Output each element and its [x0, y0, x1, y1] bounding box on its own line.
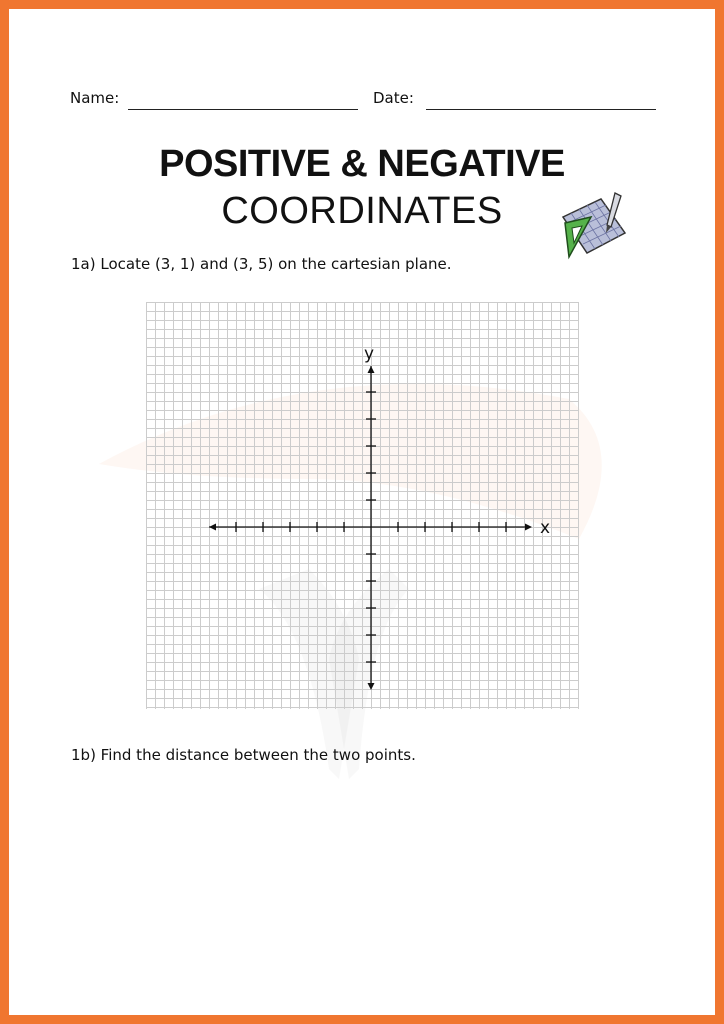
question-1b: 1b) Find the distance between the two points. [71, 746, 416, 764]
date-field[interactable] [426, 109, 656, 110]
question-1a: 1a) Locate (3, 1) and (3, 5) on the cartesian plane. [71, 255, 452, 273]
name-field[interactable] [128, 109, 358, 110]
x-axis-right-arrow [525, 524, 532, 531]
cartesian-plane[interactable] [146, 302, 579, 709]
grid-svg [146, 302, 579, 709]
x-axis-left-arrow [209, 524, 216, 531]
title-line-2: COORDINATES [221, 190, 503, 232]
y-axis-top-arrow [368, 366, 375, 373]
name-label: Name: [70, 89, 120, 107]
title-line-1: POSITIVE & NEGATIVE [159, 143, 565, 185]
date-label: Date: [373, 89, 414, 107]
name-date-row [70, 89, 654, 113]
y-axis-bottom-arrow [368, 683, 375, 690]
y-axis-label: y [364, 344, 375, 364]
x-axis-label: x [540, 518, 551, 538]
set-square-pencil-icon [551, 187, 631, 267]
